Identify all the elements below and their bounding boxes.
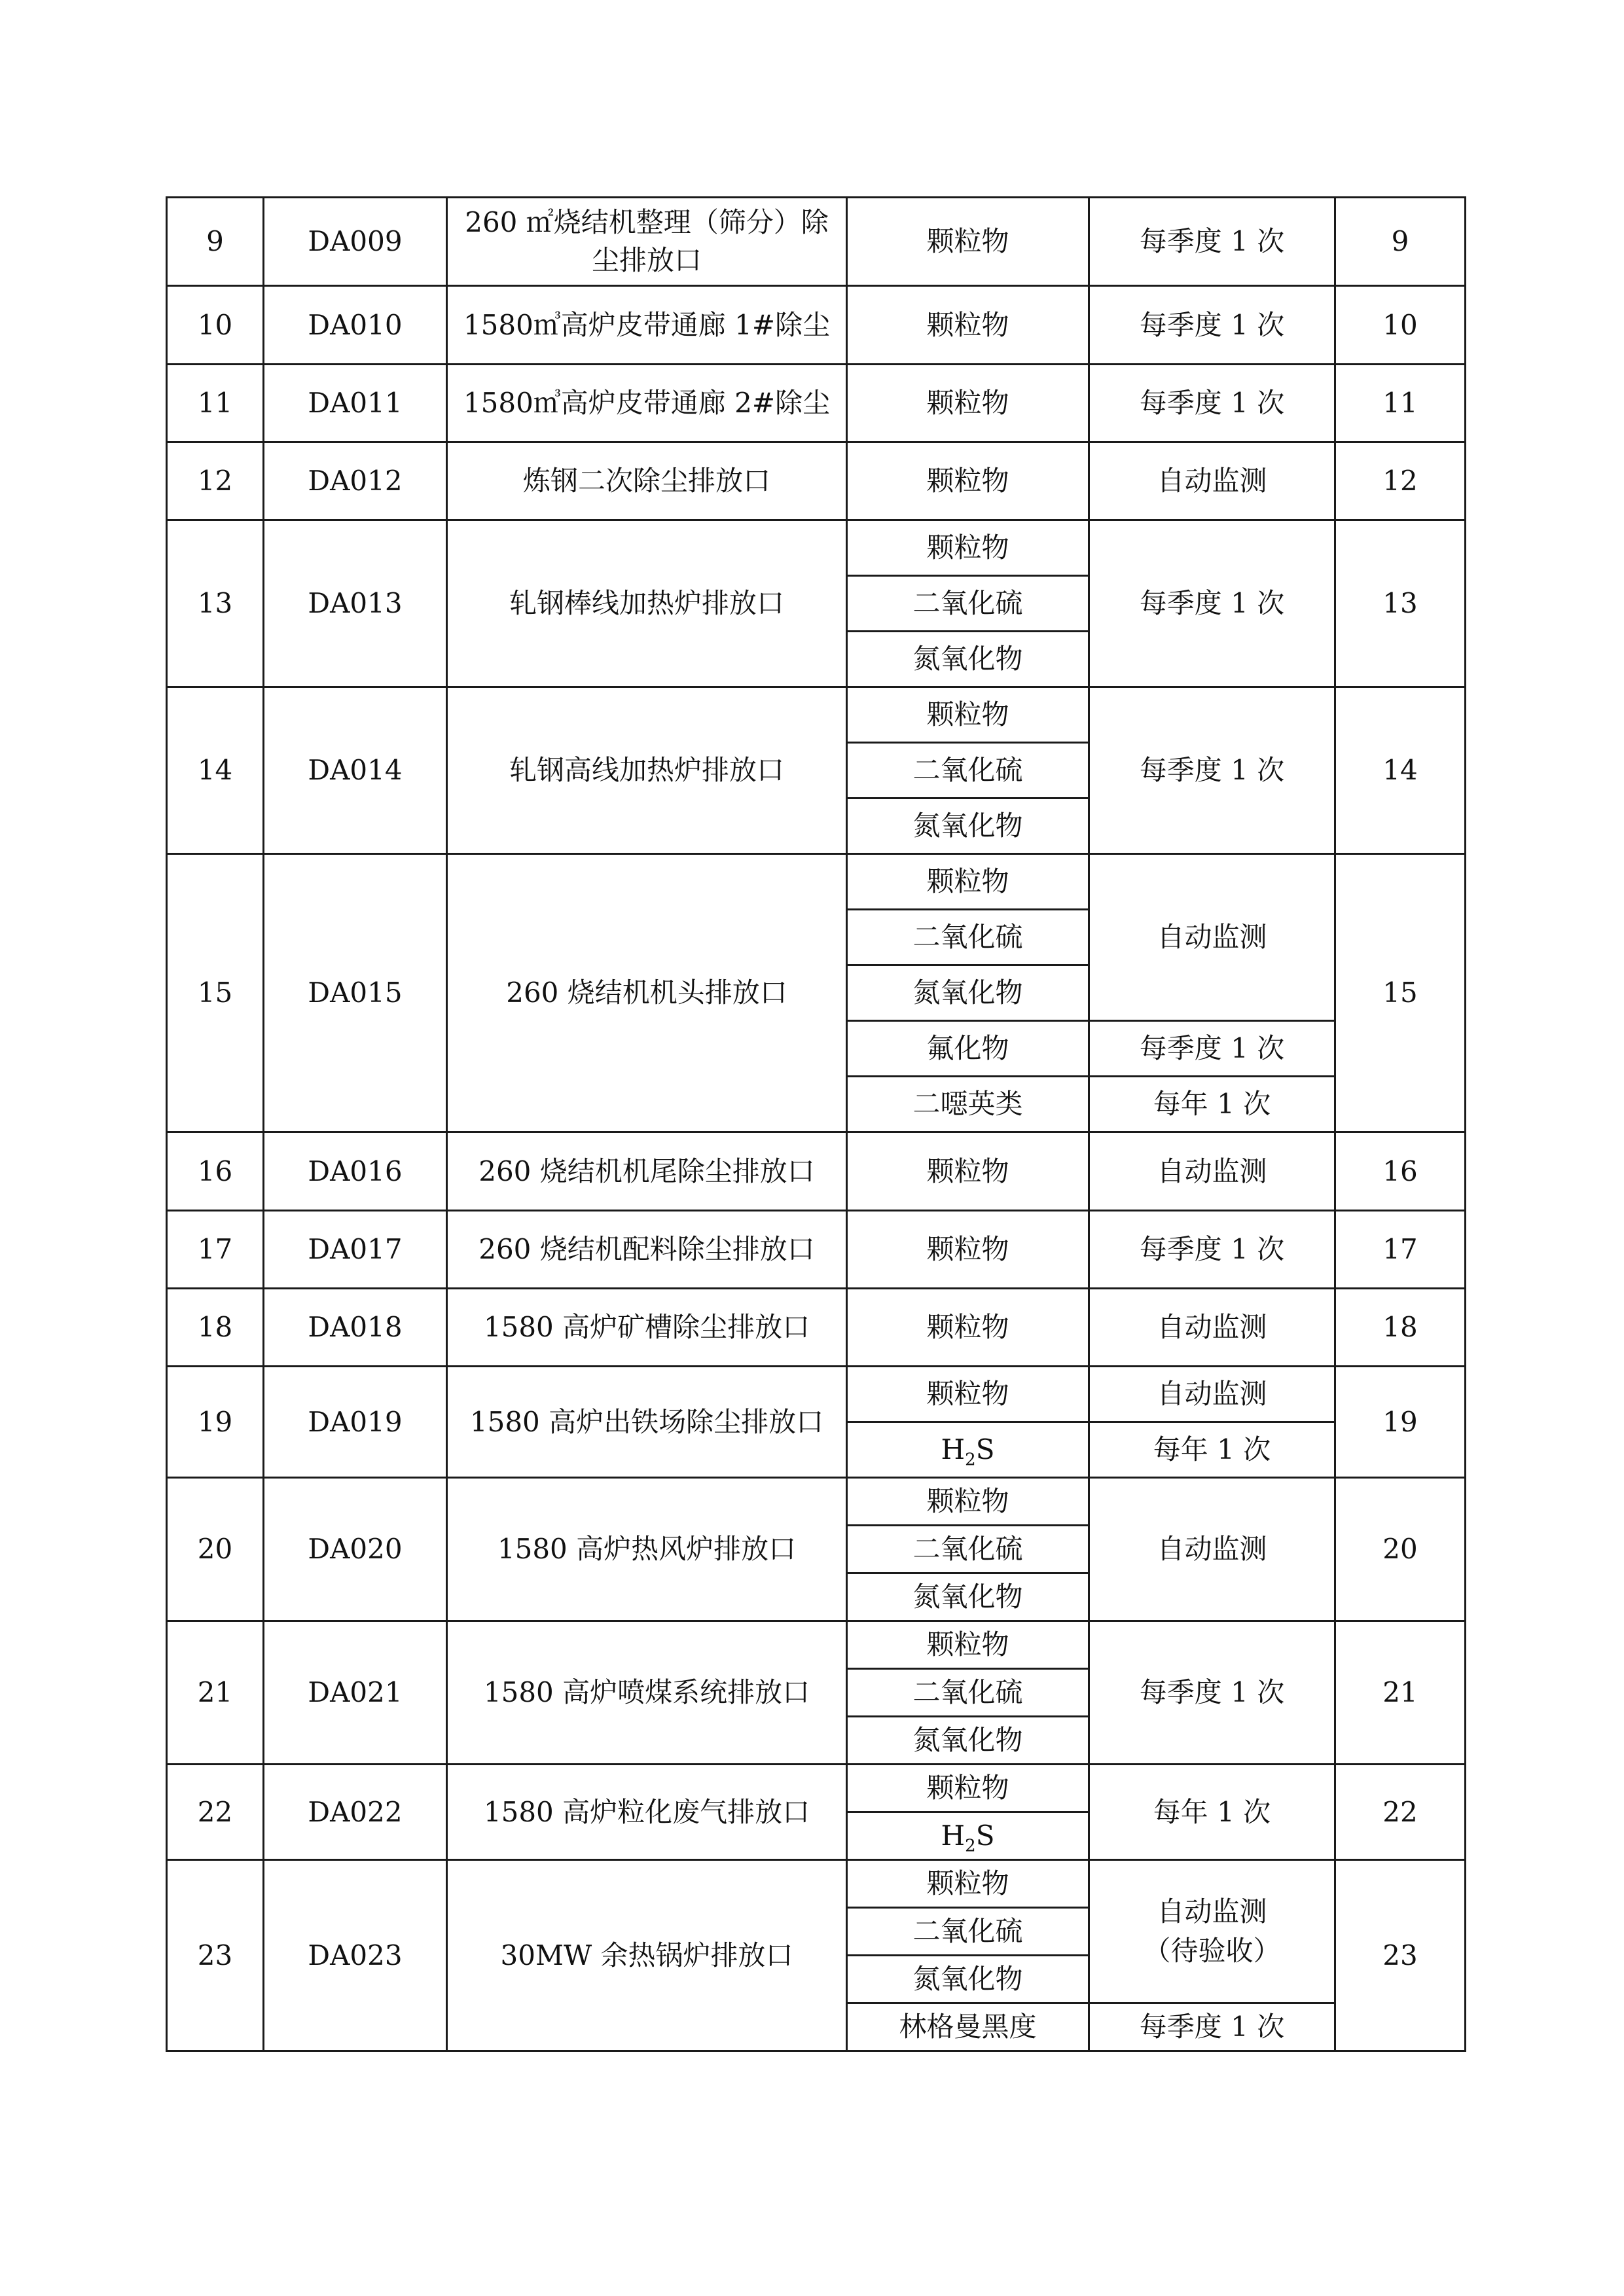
outlet-code: DA014: [264, 687, 447, 854]
row-number: 13: [167, 520, 264, 687]
outlet-code: DA017: [264, 1211, 447, 1289]
outlet-name: 轧钢高线加热炉排放口: [447, 687, 847, 854]
pollutant: 二氧化硫: [847, 1908, 1089, 1956]
monitoring-frequency: 每年 1 次: [1089, 1765, 1335, 1860]
monitoring-frequency: 自动监测: [1089, 1478, 1335, 1621]
monitoring-frequency: 每季度 1 次: [1089, 687, 1335, 854]
monitoring-table: [166, 196, 1466, 2052]
sequence-number: 19: [1335, 1367, 1466, 1478]
table-row: [167, 520, 1466, 576]
pollutant: 氮氧化物: [847, 632, 1089, 687]
pollutant: 二氧化硫: [847, 1526, 1089, 1573]
pollutant: 颗粒物: [847, 1367, 1089, 1422]
sequence-number: 16: [1335, 1132, 1466, 1211]
monitoring-frequency: 每季度 1 次: [1089, 286, 1335, 365]
monitoring-frequency: 自动监测: [1089, 1289, 1335, 1367]
table-row: [167, 1211, 1466, 1289]
sequence-number: 21: [1335, 1621, 1466, 1765]
table-row: [167, 1478, 1466, 1526]
pollutant: 氮氧化物: [847, 1956, 1089, 2003]
pollutant: 颗粒物: [847, 1478, 1089, 1526]
pollutant: 二氧化硫: [847, 576, 1089, 632]
sequence-number: 10: [1335, 286, 1466, 365]
row-number: 22: [167, 1765, 264, 1860]
pollutant: 颗粒物: [847, 1132, 1089, 1211]
table-row: [167, 198, 1466, 286]
pollutant: 颗粒物: [847, 687, 1089, 743]
pollutant: 氮氧化物: [847, 965, 1089, 1021]
sequence-number: 9: [1335, 198, 1466, 286]
monitoring-frequency: [1089, 1860, 1335, 2003]
pollutant: 颗粒物: [847, 1289, 1089, 1367]
pollutant: 二噁英类: [847, 1077, 1089, 1132]
h2s-s: S: [975, 1433, 995, 1465]
monitoring-frequency: 自动监测: [1089, 854, 1335, 1021]
frequency-line-1: 自动监测: [1157, 1895, 1267, 1928]
row-number: 16: [167, 1132, 264, 1211]
table-row: [167, 286, 1466, 365]
outlet-name: 轧钢棒线加热炉排放口: [447, 520, 847, 687]
row-number: 19: [167, 1367, 264, 1478]
monitoring-frequency: 每季度 1 次: [1089, 2003, 1335, 2051]
table-row: [167, 1860, 1466, 1908]
outlet-code: DA012: [264, 442, 447, 520]
sequence-number: 13: [1335, 520, 1466, 687]
monitoring-frequency: 每季度 1 次: [1089, 1021, 1335, 1077]
pollutant: 氟化物: [847, 1021, 1089, 1077]
row-number: 14: [167, 687, 264, 854]
outlet-name: 260 烧结机机头排放口: [447, 854, 847, 1132]
outlet-code: DA010: [264, 286, 447, 365]
pollutant: 颗粒物: [847, 286, 1089, 365]
pollutant: 二氧化硫: [847, 910, 1089, 965]
outlet-code: DA019: [264, 1367, 447, 1478]
monitoring-frequency: 每年 1 次: [1089, 1077, 1335, 1132]
monitoring-frequency: 每年 1 次: [1089, 1422, 1335, 1478]
h2s-h: H: [941, 1820, 965, 1852]
outlet-name: 1580㎥高炉皮带通廊 1#除尘: [447, 286, 847, 365]
outlet-code: DA020: [264, 1478, 447, 1621]
pollutant: 林格曼黑度: [847, 2003, 1089, 2051]
monitoring-frequency: 每季度 1 次: [1089, 520, 1335, 687]
outlet-name: 260 ㎡烧结机整理（筛分）除尘排放口: [447, 198, 847, 286]
row-number: 23: [167, 1860, 264, 2051]
pollutant: 颗粒物: [847, 365, 1089, 442]
outlet-code: DA022: [264, 1765, 447, 1860]
row-number: 21: [167, 1621, 264, 1765]
sequence-number: 22: [1335, 1765, 1466, 1860]
outlet-name: 260 烧结机配料除尘排放口: [447, 1211, 847, 1289]
outlet-code: DA011: [264, 365, 447, 442]
sequence-number: 12: [1335, 442, 1466, 520]
outlet-name: 1580 高炉喷煤系统排放口: [447, 1621, 847, 1765]
sequence-number: 11: [1335, 365, 1466, 442]
table-row: [167, 442, 1466, 520]
pollutant: 颗粒物: [847, 198, 1089, 286]
pollutant: 颗粒物: [847, 520, 1089, 576]
monitoring-frequency: 每季度 1 次: [1089, 1211, 1335, 1289]
outlet-name: 260 烧结机机尾除尘排放口: [447, 1132, 847, 1211]
row-number: 12: [167, 442, 264, 520]
monitoring-frequency: 自动监测: [1089, 1132, 1335, 1211]
sequence-number: 14: [1335, 687, 1466, 854]
table-row: [167, 1621, 1466, 1669]
table-row: [167, 365, 1466, 442]
sequence-number: 17: [1335, 1211, 1466, 1289]
row-number: 9: [167, 198, 264, 286]
table-row: [167, 1289, 1466, 1367]
outlet-code: DA016: [264, 1132, 447, 1211]
pollutant: 氮氧化物: [847, 1573, 1089, 1621]
table-row: [167, 1367, 1466, 1422]
outlet-name: 1580 高炉热风炉排放口: [447, 1478, 847, 1621]
row-number: 20: [167, 1478, 264, 1621]
table-row: [167, 1132, 1466, 1211]
outlet-code: DA015: [264, 854, 447, 1132]
h2s-subscript: 2: [965, 1450, 976, 1470]
monitoring-frequency: 每季度 1 次: [1089, 198, 1335, 286]
sequence-number: 15: [1335, 854, 1466, 1132]
pollutant: 二氧化硫: [847, 743, 1089, 798]
table-row: [167, 854, 1466, 910]
outlet-name: 30MW 余热锅炉排放口: [447, 1860, 847, 2051]
monitoring-frequency: 自动监测: [1089, 1367, 1335, 1422]
table-row: [167, 687, 1466, 743]
outlet-code: DA021: [264, 1621, 447, 1765]
row-number: 17: [167, 1211, 264, 1289]
row-number: 15: [167, 854, 264, 1132]
h2s-subscript: 2: [965, 1836, 976, 1856]
row-number: 18: [167, 1289, 264, 1367]
h2s-s: S: [975, 1820, 995, 1852]
pollutant-h2s: [847, 1812, 1089, 1860]
frequency-line-2: （待验收）: [1143, 1935, 1281, 1967]
pollutant: 颗粒物: [847, 1211, 1089, 1289]
pollutant: 氮氧化物: [847, 798, 1089, 854]
outlet-name: 1580 高炉粒化废气排放口: [447, 1765, 847, 1860]
h2s-h: H: [941, 1433, 965, 1465]
outlet-code: DA009: [264, 198, 447, 286]
outlet-code: DA018: [264, 1289, 447, 1367]
pollutant: 氮氧化物: [847, 1717, 1089, 1765]
table-row: [167, 1765, 1466, 1812]
sequence-number: 23: [1335, 1860, 1466, 2051]
pollutant: 颗粒物: [847, 1765, 1089, 1812]
outlet-name: 1580 高炉出铁场除尘排放口: [447, 1367, 847, 1478]
outlet-name: 1580㎥高炉皮带通廊 2#除尘: [447, 365, 847, 442]
outlet-code: DA023: [264, 1860, 447, 2051]
pollutant: 二氧化硫: [847, 1669, 1089, 1717]
pollutant: 颗粒物: [847, 1621, 1089, 1669]
row-number: 11: [167, 365, 264, 442]
monitoring-frequency: 自动监测: [1089, 442, 1335, 520]
sequence-number: 20: [1335, 1478, 1466, 1621]
row-number: 10: [167, 286, 264, 365]
outlet-name: 1580 高炉矿槽除尘排放口: [447, 1289, 847, 1367]
pollutant-h2s: [847, 1422, 1089, 1478]
monitoring-frequency: 每季度 1 次: [1089, 1621, 1335, 1765]
pollutant: 颗粒物: [847, 854, 1089, 910]
sequence-number: 18: [1335, 1289, 1466, 1367]
pollutant: 颗粒物: [847, 442, 1089, 520]
outlet-name: 炼钢二次除尘排放口: [447, 442, 847, 520]
pollutant: 颗粒物: [847, 1860, 1089, 1908]
outlet-code: DA013: [264, 520, 447, 687]
monitoring-frequency: 每季度 1 次: [1089, 365, 1335, 442]
